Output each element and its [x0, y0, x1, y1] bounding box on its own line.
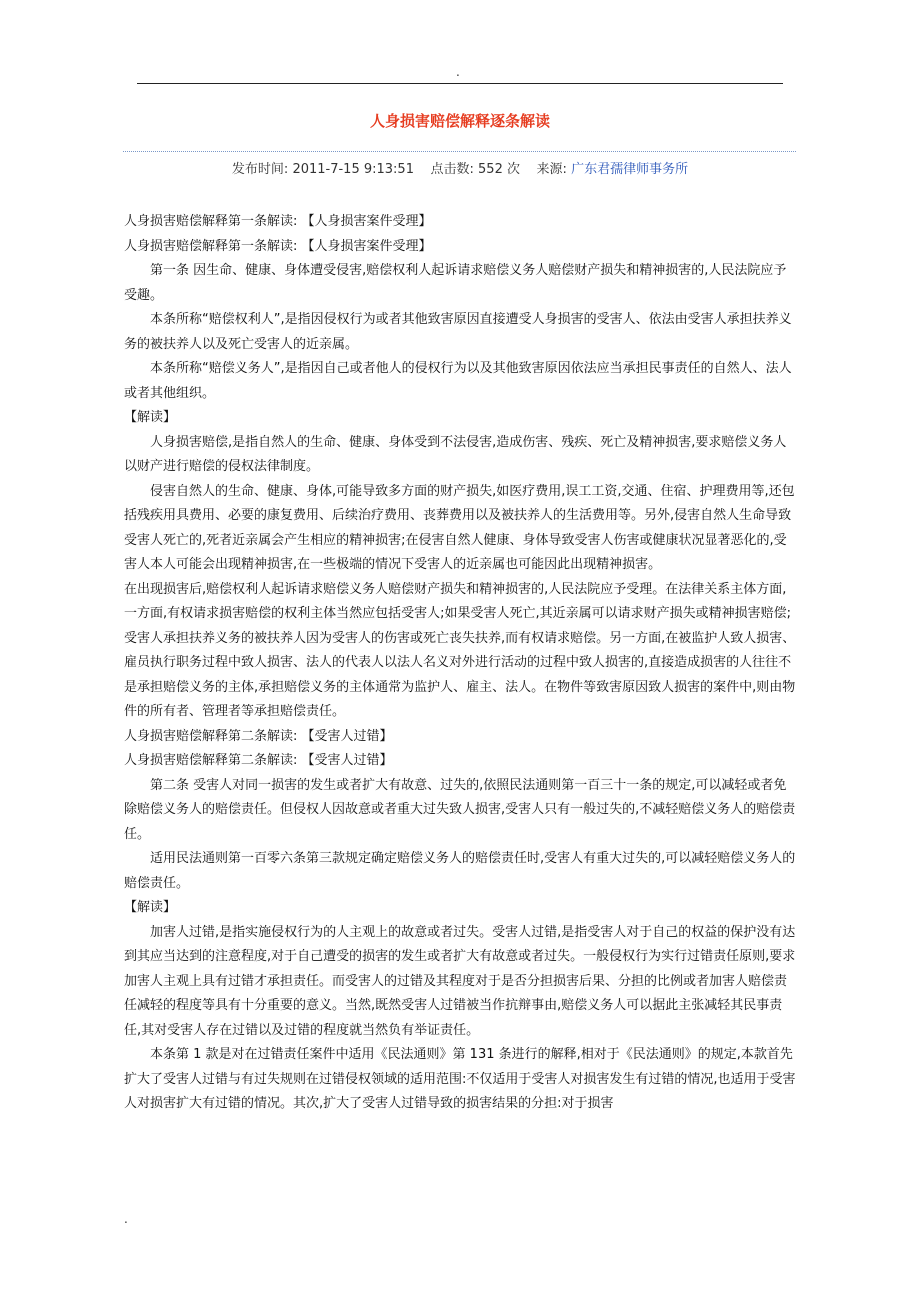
source-link[interactable]: 广东君孺律师事务所	[571, 162, 689, 177]
article-clause: 第二条 受害人对同一损害的发生或者扩大有故意、过失的,依照民法通则第一百三十一条的规定,可以减轻或者免除赔偿义务人的赔偿责任。但侵权人因故意或者重大过失致人损害,受害人只有一般过失的,不减轻赔偿义务人的赔偿责任。	[124, 777, 796, 842]
clicks-label: 点击数:	[430, 162, 474, 177]
article-body	[124, 210, 796, 1117]
body-paragraph: 本条第 1 款是对在过错责任案件中适用《民法通则》第 131 条进行的解释,相对于《民法通则》的规定,本款首先扩大了受害人过错与有过失规则在过错侵权领域的适用范围:不仅适用于受害人对损害发生有过错的情况,也适用于受害人对损害扩大有过错的情况。其次,扩大了受害人过错导致的损害结果的分担:对于损害	[124, 1047, 796, 1111]
header-rule	[137, 83, 783, 84]
article-clause: 本条所称“赔偿义务人”,是指因自己或者他人的侵权行为以及其他致害原因依法应当承担民事责任的自然人、法人或者其他组织。	[124, 361, 792, 401]
interpretation-label: 【解读】	[124, 410, 177, 425]
footer-dot: .	[124, 1212, 128, 1226]
section-heading: 人身损害赔偿解释第一条解读: 【人身损害案件受理】	[124, 238, 432, 254]
body-paragraph: 加害人过错,是指实施侵权行为的人主观上的故意或者过失。受害人过错,是指受害人对于自己的权益的保护没有达到其应当达到的注意程度,对于自己遭受的损害的发生或者扩大有故意或者过失。一般侵权行为实行过错责任原则,要求加害人主观上具有过错才承担责任。而受害人的过错及其程度对于是否分担损害后果、分担的比例或者加害人赔偿责任减轻的程度等具有十分重要的意义。当然,既然受害人过错被当作抗辩事由,赔偿义务人可以据此主张减轻其民事责任,其对受害人存在过错以及过错的程度就当然负有举证责任。	[124, 924, 796, 1038]
publish-time: 2011-7-15 9:13:51	[292, 162, 414, 177]
article-meta	[0, 159, 920, 181]
article-clause: 本条所称“赔偿权利人”,是指因侵权行为或者其他致害原因直接遭受人身损害的受害人、依法由受害人承担扶养义务的被扶养人以及死亡受害人的近亲属。	[124, 312, 792, 352]
article-clause: 第一条 因生命、健康、身体遭受侵害,赔偿权利人起诉请求赔偿义务人赔偿财产损失和精神损害的,人民法院应予受趣。	[124, 263, 787, 303]
clicks-value: 552	[478, 162, 503, 177]
section-heading: 人身损害赔偿解释第一条解读: 【人身损害案件受理】	[124, 214, 432, 229]
article-title: 人身损害赔偿解释逐条解读	[369, 112, 550, 130]
body-paragraph: 在出现损害后,赔偿权利人起诉请求赔偿义务人赔偿财产损失和精神损害的,人民法院应予受理。在法律关系主体方面,一方面,有权请求损害赔偿的权利主体当然应包括受害人;如果受害人死亡,其近亲属可以请求财产损失或精神损害赔偿;受害人承担扶养义务的被扶养人因为受害人的伤害或死亡丧失扶养,而有权请求赔偿。另一方面,在被监护人致人损害、雇员执行职务过程中致人损害、法人的代表人以法人名义对外进行活动的过程中致人损害的,直接造成损害的人往往不是承担赔偿义务的主体,承担赔偿义务的主体通常为监护人、雇主、法人。在物件等致害原因致人损害的案件中,则由物件的所有者、管理者等承担赔偿责任。	[124, 581, 796, 719]
publish-label: 发布时间:	[231, 162, 289, 177]
title-divider	[123, 151, 796, 152]
article-clause: 适用民法通则第一百零六条第三款规定确定赔偿义务人的赔偿责任时,受害人有重大过失的,可以减轻赔偿义务人的赔偿责任。	[124, 851, 796, 891]
section-heading: 人身损害赔偿解释第二条解读: 【受害人过错】	[124, 728, 393, 744]
body-paragraph: 人身损害赔偿,是指自然人的生命、健康、身体受到不法侵害,造成伤害、残疾、死亡及精神损害,要求赔偿义务人以财产进行赔偿的侵权法律制度。	[124, 434, 787, 474]
section-heading: 人身损害赔偿解释第二条解读: 【受害人过错】	[124, 753, 393, 768]
clicks-unit: 次	[507, 162, 521, 177]
interpretation-label: 【解读】	[124, 900, 177, 915]
header-dot: .	[456, 65, 460, 79]
source-label: 来源:	[536, 162, 567, 177]
body-paragraph: 侵害自然人的生命、健康、身体,可能导致多方面的财产损失,如医疗费用,误工工资,交通、住宿、护理费用等,还包括残疾用具费用、必要的康复费用、后续治疗费用、丧葬费用以及被扶养人的生活费用等。另外,侵害自然人生命导致受害人死亡的,死者近亲属会产生相应的精神损害;在侵害自然人健康、身体导致受害人伤害或健康状况显著恶化的,受害人本人可能会出现精神损害,在一些极端的情况下受害人的近亲属也可能因此出现精神损害。	[124, 483, 795, 572]
